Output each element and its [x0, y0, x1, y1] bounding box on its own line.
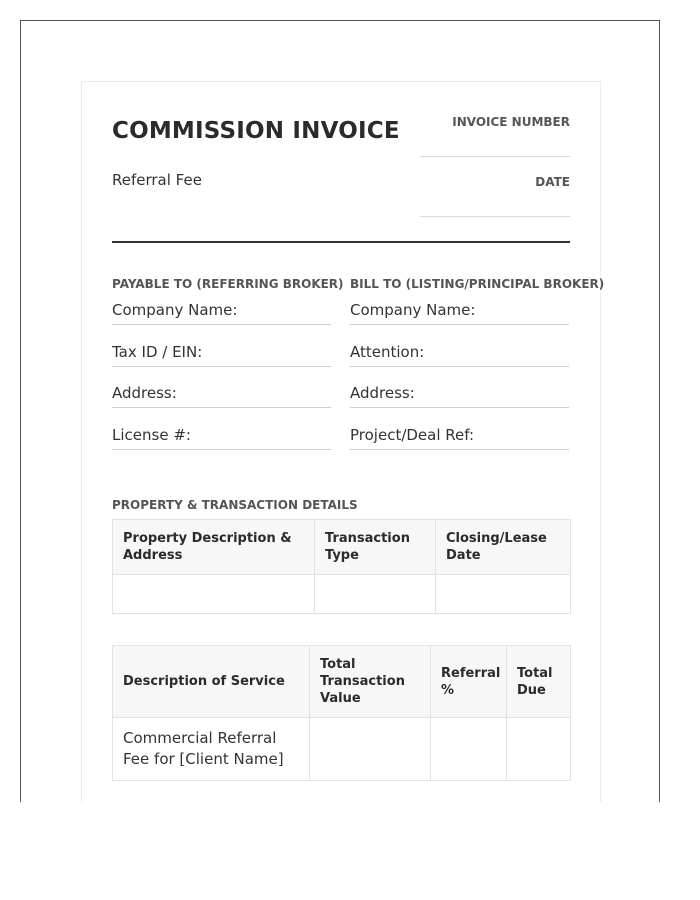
- invoice-subtitle: Referral Fee: [112, 171, 202, 189]
- column-header-total-transaction-value: Total Transaction Value: [310, 646, 431, 718]
- payable-address-field[interactable]: Address:: [112, 382, 331, 408]
- services-table: [112, 645, 571, 781]
- property-details-heading: PROPERTY & TRANSACTION DETAILS: [112, 498, 358, 512]
- total-due-cell[interactable]: [507, 718, 571, 781]
- bill-to-heading: BILL TO (LISTING/PRINCIPAL BROKER): [350, 277, 605, 291]
- invoice-number-label: INVOICE NUMBER: [452, 115, 570, 129]
- column-header-referral-percent: Referral %: [431, 646, 507, 718]
- table-row: [113, 718, 571, 781]
- property-details-table: [112, 519, 571, 614]
- table-row: [113, 575, 571, 614]
- invoice-number-field[interactable]: [420, 156, 570, 157]
- payable-to-heading: PAYABLE TO (REFERRING BROKER): [112, 277, 344, 291]
- column-header-property-description: Property Description & Address: [113, 520, 315, 575]
- closing-date-cell[interactable]: [436, 575, 571, 614]
- column-header-total-due: Total Due: [507, 646, 571, 718]
- payable-tax-id-field[interactable]: Tax ID / EIN:: [112, 341, 331, 367]
- column-header-description-of-service: Description of Service: [113, 646, 310, 718]
- invoice-title: COMMISSION INVOICE: [112, 118, 400, 144]
- total-transaction-value-cell[interactable]: [310, 718, 431, 781]
- payable-license-field[interactable]: License #:: [112, 424, 331, 450]
- column-header-transaction-type: Transaction Type: [315, 520, 436, 575]
- property-description-cell[interactable]: [113, 575, 315, 614]
- column-header-closing-date: Closing/Lease Date: [436, 520, 571, 575]
- table-header-row: [113, 646, 571, 718]
- transaction-type-cell[interactable]: [315, 575, 436, 614]
- bill-attention-field[interactable]: Attention:: [350, 341, 569, 367]
- payable-company-name-field[interactable]: Company Name:: [112, 299, 331, 325]
- bill-project-ref-field[interactable]: Project/Deal Ref:: [350, 424, 569, 450]
- referral-percent-cell[interactable]: [431, 718, 507, 781]
- bill-address-field[interactable]: Address:: [350, 382, 569, 408]
- bill-company-name-field[interactable]: Company Name:: [350, 299, 569, 325]
- table-header-row: [113, 520, 571, 575]
- service-description-cell[interactable]: Commercial Referral Fee for [Client Name]: [113, 718, 310, 781]
- date-field[interactable]: [420, 216, 570, 217]
- header-divider: [112, 241, 570, 243]
- date-label: DATE: [535, 175, 570, 189]
